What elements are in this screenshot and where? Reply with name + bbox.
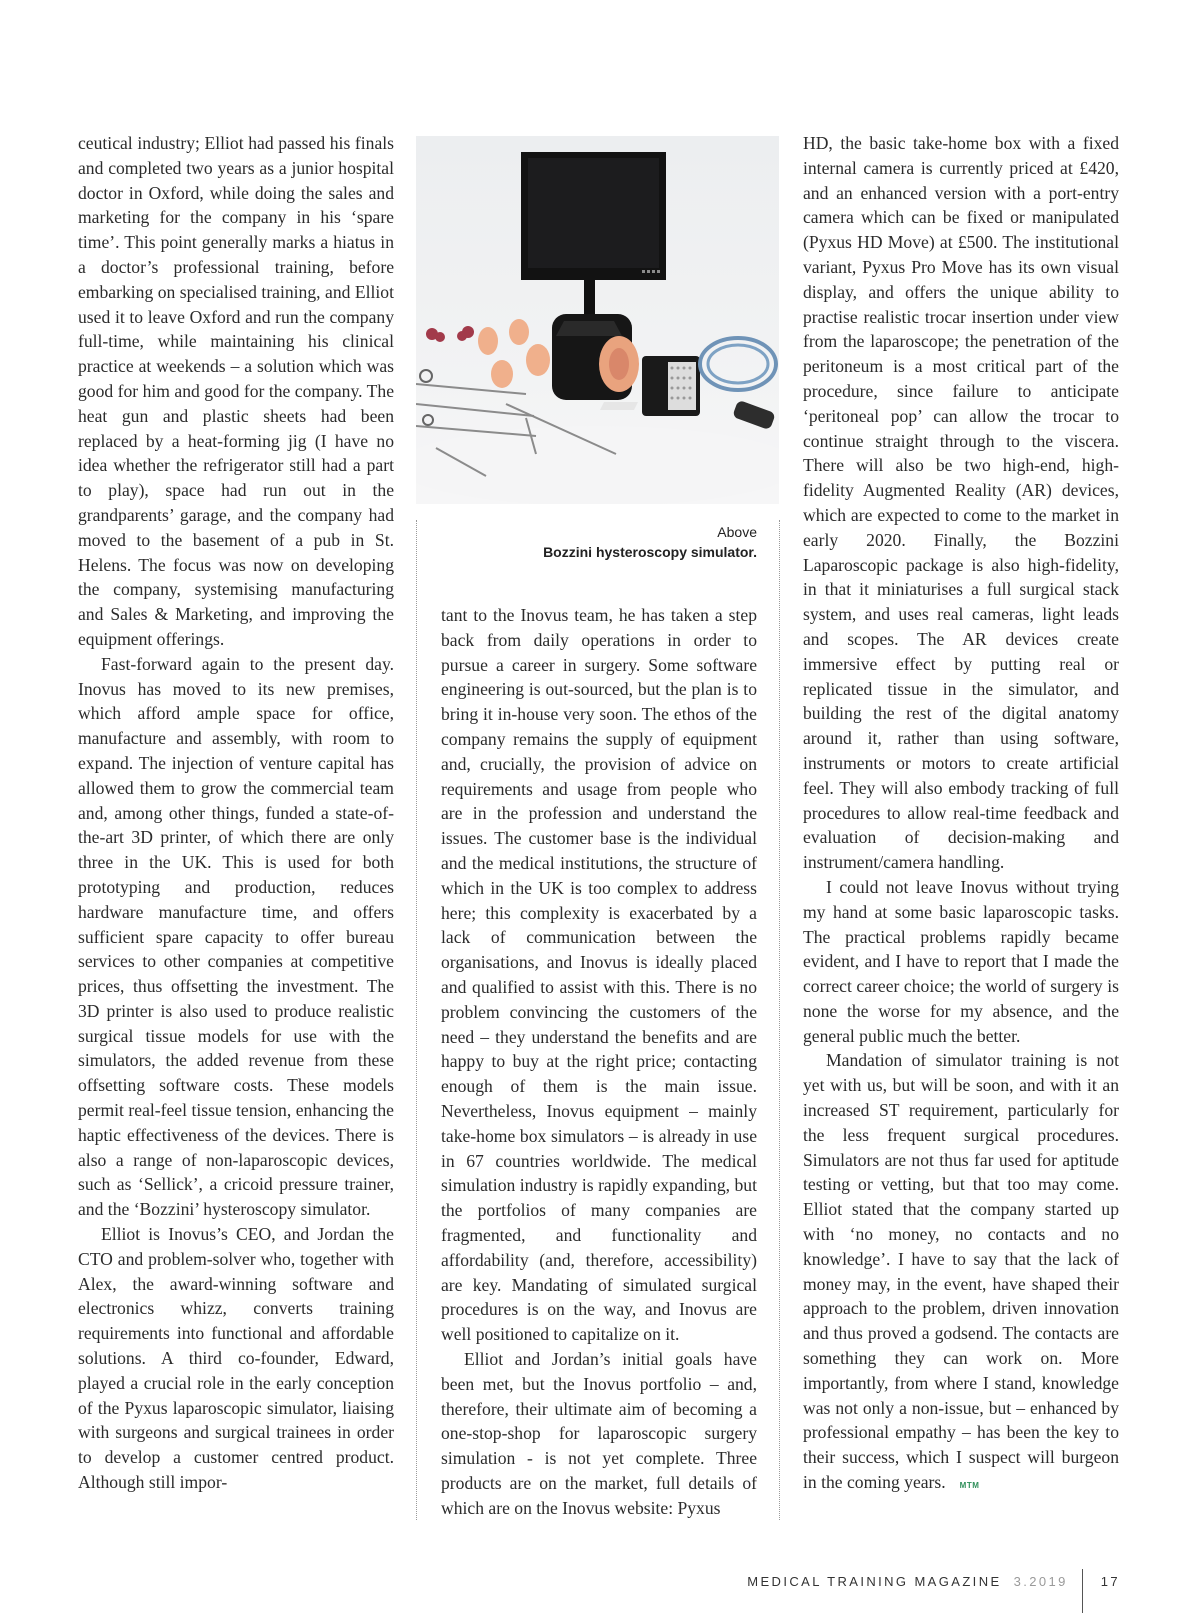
end-mark: MTM xyxy=(959,1481,980,1491)
footer-divider xyxy=(1082,1569,1083,1613)
simulator-illustration xyxy=(416,136,779,504)
article-column-middle xyxy=(441,603,757,1520)
article-column-right xyxy=(803,131,1119,1499)
caption-title: Bozzini hysteroscopy simulator. xyxy=(543,544,757,560)
paragraph: Fast-forward again to the present day. Inovus has moved to its new premises, which afford ample space for office, manufacture and assembly, with room to expand. The injection of venture capital has allowed them to grow the commercial team and, among other things, funded a state-of-the-art 3D printer, of which there are only three in the UK. This is used for both prototyping and production, reduces hardware manufacture time, and offers sufficient spare capacity to offer bureau services to other companies at competitive prices, thus offsetting the investment. The 3D printer is also used to produce realistic surgical tissue models for use with the simulators, the added revenue from these offsetting software costs. These models permit real-feel tissue tension, enhancing the haptic effectiveness of the devices. There is also a range of non-laparoscopic devices, such as ‘Sellick’, a cricoid pressure trainer, and the ‘Bozzini’ hysteroscopy simulator. xyxy=(78,653,394,1220)
page-footer xyxy=(747,1571,1120,1591)
column-divider xyxy=(416,520,417,1520)
paragraph: ceutical industry; Elliot had passed his finals and completed two years as a junior hospital doctor in Oxford, while doing the sales and marketing for the company in his ‘spare time’. This point generally marks a hiatus in a doctor’s professional training, before embarking on specialised training, and Elliot used it to leave Oxford and run the company full-time, while maintaining his clinical practice at weekends – a solution which was good for him and good for the company. The heat gun and plastic sheets had been replaced by a heat-forming jig (I have no idea whether the refrigerator still had a part to play), space had run out in the grandparents’ garage, and the company had moved to the basement of a pub in St. Helens. The focus was now on developing the company, systemising manufacturing and Sales & Marketing, and improving the equipment offerings. xyxy=(78,133,394,649)
paragraph: I could not leave Inovus without trying my hand at some basic laparoscopic tasks. The practical problems rapidly became evident, and I have to report that I made the correct career choice; the world of surgery is none the worse for my absence, and the general public much the better. xyxy=(803,876,1119,1046)
caption-label: Above xyxy=(717,524,757,540)
paragraph: HD, the basic take-home box with a fixed internal camera is currently priced at £420, and an enhanced version with a port-entry camera which can be fixed or manipulated (Pyxus HD Move) at £500. The institutional variant, Pyxus Pro Move has its own visual display, and offers the unique ability to practise realistic trocar insertion under view from the laparoscope; the penetration of the peritoneum is a most critical part of the procedure, since failure to anticipate ‘peritoneal pop’ can allow the trocar to continue straight through to the viscera. There will also be two high-end, high-fidelity Augmented Reality (AR) devices, which are expected to come to the market in early 2020. Finally, the Bozzini Laparoscopic package is also high-fidelity, in that it miniaturises a full surgical stack system, and uses real cameras, light leads and scopes. The AR devices create immersive effect by putting real or replicated tissue in the simulator, and building the rest of the digital anatomy around it, rather than using software, instruments or motors to create artificial feel. They will also embody tracking of full procedures to allow real-time feedback and evaluation of decision-making and instrument/camera handling. xyxy=(803,133,1119,873)
column-divider xyxy=(779,520,780,1520)
paragraph-final xyxy=(803,1048,1119,1498)
issue-date: 3.2019 xyxy=(1013,1573,1068,1589)
paragraph: Elliot and Jordan’s initial goals have been met, but the Inovus portfolio – and, therefore, their ultimate aim of becoming a one-stop-shop for laparoscopic surgery simulation - is not yet complete. Three products are on the market, full details of which are on the Inovus website: Pyxus xyxy=(441,1348,757,1518)
paragraph: tant to the Inovus team, he has taken a step back from daily operations in order to pursue a career in surgery. Some software engineering is out-sourced, but the plan is to bring it in-house very soon. The ethos of the company remains the supply of equipment and, crucially, the provision of advice on requirements and usage from people who are in the profession and understand the issues. The customer base is the individual and the medical institutions, the structure of which in the UK is too complex to address here; this complexity is exacerbated by a lack of communication between the organisations, and Inovus is ideally placed and qualified to assist with this. There is no problem convincing the customers of the need – they understand the benefits and are happy to buy at the right price; contacting enough of them is the main issue. Nevertheless, Inovus equipment – mainly take-home box simulators – is already in use in 67 countries worldwide. The medical simulation industry is rapidly expanding, but the portfolios of many companies are fragmented, and functionality and affordability (and, therefore, accessibility) are key. Mandating of simulated surgical procedures is on the way, and Inovus are well positioned to capitalize on it. xyxy=(441,605,757,1345)
paragraph: Elliot is Inovus’s CEO, and Jordan the CTO and problem-solver who, together with Alex, the award-winning software and electronics whizz, converts training requirements into functional and affordable solutions. A third co-founder, Edward, played a crucial role in the early conception of the Pyxus laparoscopic simulator, liaising with surgeons and surgical trainees in order to develop a customer centred product. Although still impor- xyxy=(78,1224,394,1493)
paragraph-text: Mandation of simulator training is not yet with us, but will be soon, and with it an increased ST requirement, particularly for the less frequent surgical procedures. Simulators are not thus far used for aptitude testing or vetting, but that too may come. Elliot stated that the company started up with ‘no money, no contacts and no knowledge’. I have to say that the lack of money may, in the event, have shaped their approach to the problem, driven innovation and thus proved a godsend. The contacts are something they can work on. More importantly, from where I stand, knowledge was not only a non-issue, but – enhanced by professional empathy – has been the key to their success, which I suspect will burgeon in the coming years. xyxy=(803,1050,1119,1493)
page-number: 17 xyxy=(1100,1573,1120,1589)
article-column-left xyxy=(78,131,394,1495)
figure-caption xyxy=(441,522,757,562)
product-photo xyxy=(416,136,779,504)
magazine-name: MEDICAL TRAINING MAGAZINE xyxy=(747,1573,1002,1589)
